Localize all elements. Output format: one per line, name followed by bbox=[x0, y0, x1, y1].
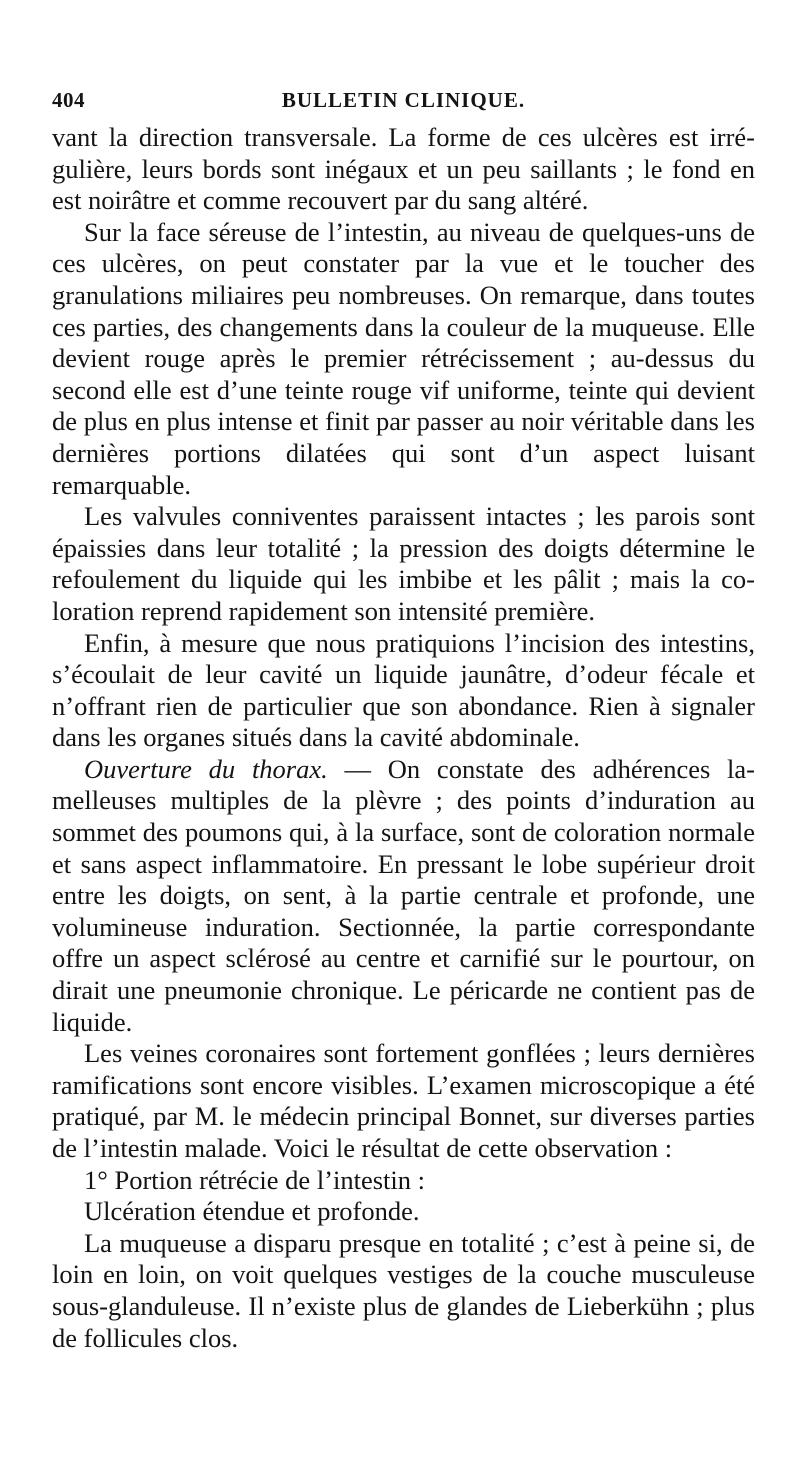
page-number: 404 bbox=[52, 88, 85, 112]
paragraph-veines: Les veines coronaires sont fortement gonflées ; leurs dernières ramifications sont encore visibles. L’examen microscopique a été pratiqué, par M. le médecin principal Bonnet, sur diverses parties de l’intestin malade. Voici le résultat de cette observation : bbox=[52, 1038, 755, 1163]
paragraph-thorax bbox=[52, 754, 755, 1038]
running-head bbox=[52, 88, 755, 118]
paragraph-enfin: Enfin, à mesure que nous pratiquions l’incision des intestins, s’écoulait de leur cavité un liquide jaunâtre, d’odeur fécale et n’offrant rien de particulier que son abondance. Rien à signaler dans les organes situés dans la cavité abdominale. bbox=[52, 627, 755, 753]
paragraph-sereuse: Sur la face séreuse de l’intestin, au niveau de quelques-uns de ces ulcères, on peut constater par la vue et le toucher des granulations miliaires peu nombreuses. On remarque, dans toutes ces parties, des changements dans la couleur de la muqueuse. Elle devient rouge après le premier rétrécissement ; au-dessus du second elle est d’une teinte rouge vif uniforme, teinte qui devient de plus en plus intense et finit par passer au noir véritable dans les dernières portions dilatées qui sont d’un aspect luisant remarquable. bbox=[52, 216, 755, 500]
running-title: BULLETIN CLINIQUE. bbox=[281, 88, 526, 112]
paragraph-valvules: Les valvules conniventes paraissent intactes ; les parois sont épaissies dans leur totalité ; la pression des doigts détermine le refoulement du liquide qui les imbibe et les pâlit ; mais la coloration reprend rapidement son intensité première. bbox=[52, 501, 755, 626]
paragraph-thorax-text: — On constate des adhérences lamelleuses multiples de la plèvre ; des points d’induration au sommet des poumons qui, à la surface, sont de coloration normale et sans aspect inflammatoire. En pressant le lobe supérieur droit entre les doigts, on sent, à la partie centrale et profonde, une volumineuse induration. Sectionnée, la partie correspondante offre un aspect sclérosé au centre et carnifié sur le pourtour, on dirait une pneumonie chronique. Le péricarde ne contient pas de liquide. bbox=[52, 753, 755, 1037]
list-heading-portion: 1° Portion rétrécie de l’intestin : bbox=[84, 1164, 426, 1195]
paragraph-continuation: vant la direction transversale. La forme de ces ulcères est irrégulière, leurs bords sont inégaux et un peu saillants ; le fond en est noirâtre et comme recouvert par du sang altéré. bbox=[52, 122, 755, 216]
body-text bbox=[52, 122, 755, 1354]
section-lead-italic: Ouverture du thorax. bbox=[84, 753, 328, 784]
book-page bbox=[52, 88, 755, 1354]
paragraph-muqueuse: La muqueuse a disparu presque en totalité ; c’est à peine si, de loin en loin, on voit quelques vestiges de la couche musculeuse sous-glanduleuse. Il n’existe plus de glandes de Lieberkühn ; plus de follicules clos. bbox=[52, 1227, 755, 1353]
list-item-ulceration: Ulcération étendue et profonde. bbox=[84, 1196, 420, 1227]
